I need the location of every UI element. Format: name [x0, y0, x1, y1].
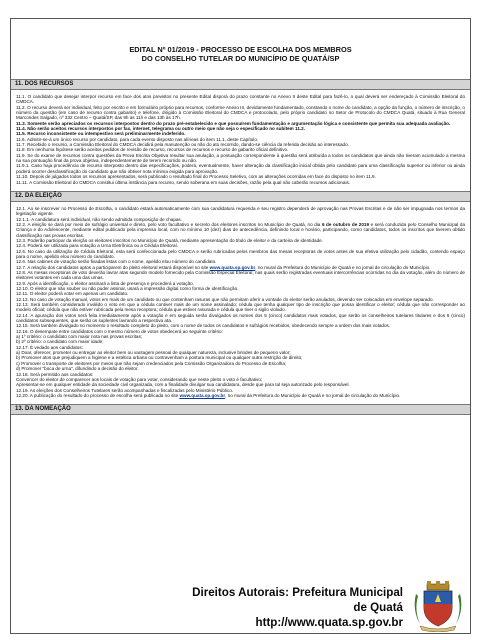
paragraph: 12.16. O desempate entre candidatos com o mesmo número de votos obedecerá ao seguinte critério:: [16, 328, 223, 334]
paragraph: [16, 393, 465, 398]
copyright-watermark: [188, 585, 403, 633]
paragraph: 11.10. Depois de julgados todos os recursos apresentados, será publicado o resultado final do Processo Seletivo, com as alterações ocorridas em face do disposto no item 11.9.: [16, 174, 376, 180]
paragraph: 11.8. Em nenhuma hipótese serão aceitos pedidos de revisão de recurso, recursos de recursos e recurso de gabarito oficial definitivo.: [16, 147, 289, 153]
election-date: 6 de outubro de 2019: [321, 221, 370, 227]
watermark-line-1: Direitos Autorais: Prefeitura Municipal de Quatá: [192, 586, 403, 614]
paragraph: 12.1. Ao se inscrever no Processo de Escolha, o candidato estará automaticamente com sua candidatura requerida e seu registro dependerá de aprovação nas Provas Escritas e de não ser impugnada nos termos da legislação vigente.: [16, 205, 465, 217]
paragraph: 12.18. Será permitido aos candidatos:: [16, 371, 94, 377]
paragraph: 12.12. No caso de votação manual, votos em mais de um candidato ou que contenham rasuras que não permitam aferir a vontade do eleitor serão anulados, devendo ser colocados em envelope separado.: [16, 296, 434, 302]
paragraph: Convencer do eleitor de comparecer aos locais de votação para votar, considerando que neste pleito o voto é facultativo;: [16, 376, 263, 382]
section-heading-recursos: 11. DOS RECURSOS: [11, 79, 470, 90]
municipal-coat-of-arms-icon: [410, 580, 466, 632]
paragraph: 12.13. Será também considerado inválido o voto em que a cédula contiver mais de um nome assinalado; cédula que tenha qualquer tipo de inscrição que possa identificar o eleitor; cédula que não corresponder ao modelo oficial; cédula que não estiver rubricada pela mesa receptora; cédula que estiver rasurada e cédula que tiver o sigilo violado.: [16, 302, 465, 313]
paragraph: 11.6. Admitir-se-á um único recurso por candidato, para cada evento disposto nas alíneas do item 11.1, deste Capítulo.: [16, 136, 259, 142]
watermark-line-2: http://www.quata.sp.gov.br: [255, 616, 403, 629]
paragraph: b) Promover atos que prejudiquem a higiene e a estética urbana ou contravenham a postura municipal ou qualquer outra restrição de direito;: [16, 355, 303, 361]
paragraph: 11.11. A Comissão Eleitoral do CMDCA constitui última instância para recurso, sendo soberana em suas decisões, razão pela qual não caberão recursos adicionais.: [16, 179, 351, 185]
paragraph-text: 12.7. A relação dos candidatos aptos a participarem do pleito eleitoral estará disponível no site: [16, 264, 210, 270]
paragraph: 12.19. As eleições dos Conselheiros Tutelares serão acompanhadas e fiscalizadas pelo Ministério Público.: [16, 387, 234, 393]
paragraph: 12.17. É vedado aos candidatos:: [16, 344, 83, 350]
paragraph: 11.4. Não serão aceitos recursos interpostos por fax, internet, telegrama ou outro meio que não seja o especificado no subitem 11.2.: [16, 126, 305, 132]
paragraph: d) Promover "boca de urna", difundindo a decisão do eleitor.: [16, 366, 139, 372]
website-link[interactable]: www.quata.sp.gov.br: [179, 392, 226, 398]
paragraph-text: , no mural da Prefeitura do Município de Quatá e no jornal de circulação do Município.: [225, 392, 401, 398]
paragraph: 12.9. Após a identificação, o eleitor assinará a lista de presença e procederá a votação.: [16, 280, 194, 286]
paragraph: 11.5. Recurso inconsistente ou intempestivo será preliminarmente indeferido.: [16, 131, 186, 137]
paragraph-text: e será conduzida pelo Conselho Municipal da Criança e do Adolescente, mediante edital publicado pela imprensa local, com no mínimo 10 (dez) dias de antecedência, definindo local e horário, participando, como candidatos, todos os inscritos que tiverem obtido classificação nas provas escritas.: [16, 221, 466, 238]
paragraph-text: 12.2. A eleição se dará por meio de sufrágio universal e direto, pelo voto facultativo e secreto dos eleitores inscritos no Município de Quatá, no dia: [16, 221, 322, 227]
paragraph: 12.1.1. A candidatura será individual, não sendo admitida composição de chapas.: [16, 216, 182, 222]
paragraph: [16, 222, 465, 238]
paragraph: 12.5. No caso da utilização de Cédula Eleitoral, esta será confeccionada pelo CMDCA e serão rubricadas pelos membros das mesas receptoras de votos antes de sua efetiva utilização pelo cidadão, contendo espaço para o nome, apelido elou número do candidato.: [16, 248, 465, 259]
paragraph: a) Doar, oferecer, prometer ou entregar ao eleitor bem ou vantagem pessoal de qualquer natureza, inclusive brindes de pequeno valor;: [16, 350, 291, 356]
document-title: [11, 19, 470, 63]
website-link[interactable]: www.quata.sp.gov.br: [209, 264, 256, 270]
paragraph: 11.7. Recebido o recurso, a Comissão Eleitoral do CMDCA decidirá pela manutenção ou não do ato recorrido, dando-se ciência da referida decisão ao interessado.: [16, 142, 349, 148]
paragraph-text: , no mural da Prefeitura do Município de Quatá e no jornal de circulação do Município.: [255, 264, 431, 270]
paragraph: 12.8. As mesas receptoras de voto deverão lavrar atas segundo modelo fornecido pela Comissão Especial Eleitoral, nas quais serão registradas eventuais intercorrências ocorridas no dia da votação, além do número de eleitores votantes em cada uma das urnas.: [16, 269, 465, 281]
paragraph: 11.9.1. Caso haja procedência de recurso interposto dentro das especificações, poderá, eventualmente, haver alteração da classificação inicial obtida pelo candidato para uma classificação superior ou inferior ou ainda poderá ocorrer desclassificação do candidato que não obtiver nota mínima exigida para aprovação.: [16, 163, 465, 174]
paragraph: 12.6. Nas cabines de votação serão fixadas listas com o nome, apelido elou número do candidato.: [16, 259, 217, 265]
section-body-recursos: [11, 90, 470, 185]
paragraph: 12.15. Será também divulgado no momento o resultado completo do pleito, com o nome de todos os candidatos e sufrágios recebidos, obedecendo sempre a ordem dos mais votados.: [16, 323, 391, 329]
title-line-1: EDITAL Nº 01/2019 - PROCESSO DE ESCOLHA DOS MEMBROS: [129, 45, 352, 54]
paragraph: Apresentar-se em qualquer entidade da sociedade civil organizada, com a finalidade divulgar sua candidatura, desde que para tal seja autorizado pelo responsável.: [16, 382, 350, 388]
paragraph: 11.9. Se do exame de recursos contra questões da Prova Escrita Objetiva resultar sua anulação, a pontuação correspondente à questão será atribuída a todos os candidatos que ainda não tiveram acumulado a mesma na sua pontuação final da prova objetiva, independentemente de terem recorrido ou não.: [16, 152, 465, 164]
paragraph: 11.2. O recurso deverá ser individual, feito por escrito e em formulário próprio para recursos, conforme Anexo III, devidamente fundamentado, constando o nome do candidato, a opção da função, o número de inscrição, o número da questão (em caso de recurso contra gabarito) e telefone, dirigido à Comissão Eleitoral do CMDCA e protocolado, pelo próprio candidato no Setor de Protocolo do CMDCA Quatá, situado à Rua General Marcondes Salgado, nº 332 Centro – Quatá/SP, das 9h as 11h e das 13h às 17h.: [16, 104, 465, 121]
paragraph: 11.3. Somente serão apreciados os recursos interpostos dentro do prazo pré-estabelecido e que possuírem fundamentação e argumentação lógica e consistente que permita sua adequada avaliação.: [16, 120, 451, 126]
paragraph: 12.3. Poderão participar da eleição os eleitores inscritos no Município de Quatá, mediante apresentação do título de eleitor e da carteira de identidade.: [16, 237, 323, 243]
paragraph: 11.1. O candidato que desejar interpor recurso em face dos atos previstos no presente Edital disporá do prazo constante no Anexo II deste Edital para fazê-lo, o qual deverá ser endereçado à Comissão Eleitoral do CMDCA.: [16, 94, 465, 105]
paragraph: b) 2º critério: o candidato com maior idade;: [16, 339, 104, 345]
section-body-eleicao: [11, 202, 470, 398]
title-line-2: DO CONSELHO TUTELAR DO MUNICÍPIO DE QUATÁ/SP: [141, 54, 340, 63]
section-heading-eleicao: 12. DA ELEIÇÃO: [11, 191, 470, 202]
paragraph: 12.4. Poderá ser utilizada para votação a Urna Eletrônica ou a Cédula Eleitoral.: [16, 243, 178, 249]
paragraph: c) Promover o transporte de eleitores por meios que não sejam credenciados pela Comissão Organizadora do Processo de Escolha;: [16, 360, 287, 366]
paragraph-text: 12.20. A publicação do resultado do processo de escolha será publicada no site: [16, 392, 180, 398]
paragraph: 12.10. O eleitor que não souber ou não puder assinar, usará a impressão digital como forma de identificação.: [16, 286, 239, 291]
paragraph: a) 1º critério: o candidato com maior nota nas provas escritas;: [16, 334, 143, 340]
section-heading-nomeacao: 13. DA NOMEAÇÃO: [11, 404, 470, 415]
paragraph: 12.14. A apuração dos votos será feita imediatamente após a votação e em seguida serão divulgados os nomes dos 5 (cinco) candidatos mais votados, que serão os conselheiros tutelares titulares e dos 5 (cinco) candidatos subsequentes, que serão os suplentes lavrando a respectiva ata.: [16, 312, 465, 324]
paragraph: 12.11. O eleitor poderá votar em apenas um candidato.: [16, 291, 129, 297]
document-page: [10, 18, 471, 634]
